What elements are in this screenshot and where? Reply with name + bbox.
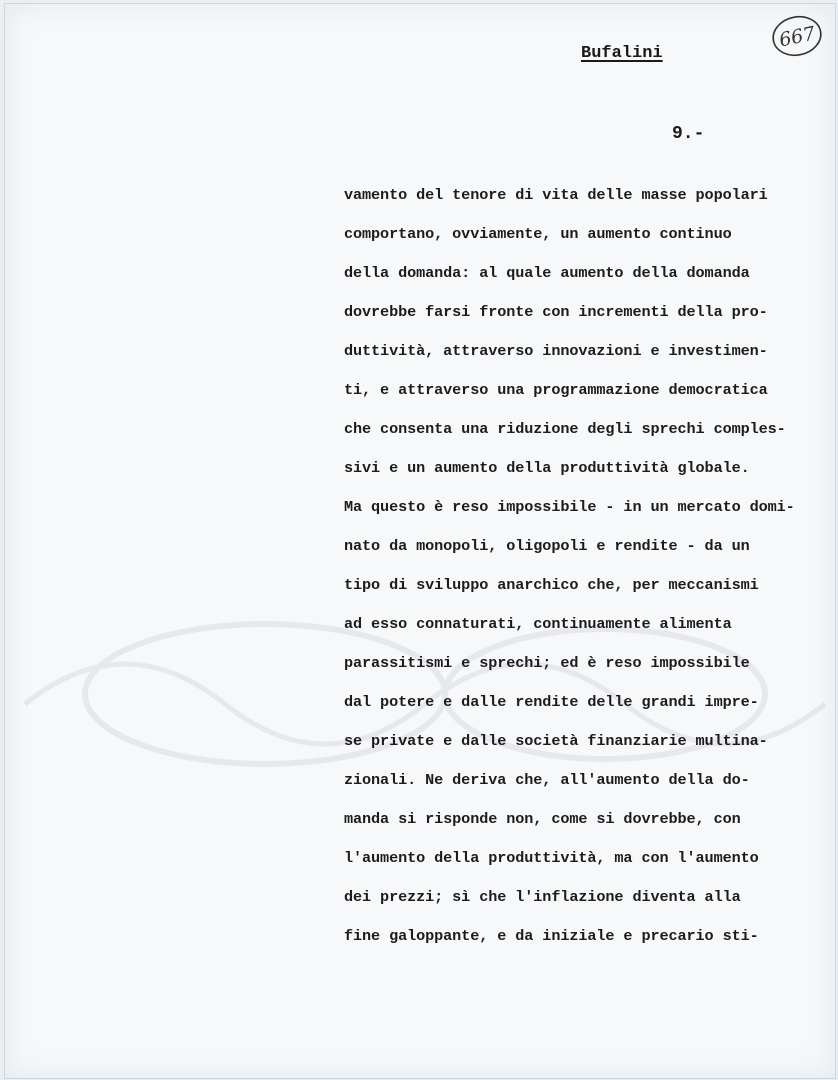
page-stamp-number: 667 (777, 22, 818, 52)
text-line: nato da monopoli, oligopoli e rendite - da un (344, 537, 750, 555)
text-line: l'aumento della produttività, ma con l'aumento (344, 849, 759, 867)
text-line: Ma questo è reso impossibile - in un mercato domi- (344, 498, 795, 516)
text-line: fine galoppante, e da iniziale e precario sti- (344, 927, 759, 945)
text-line: zionali. Ne deriva che, all'aumento della do- (344, 771, 750, 789)
text-line: della domanda: al quale aumento della domanda (344, 264, 750, 282)
page-stamp (769, 12, 825, 60)
text-line: vamento del tenore di vita delle masse popolari (344, 186, 768, 204)
text-line: sivi e un aumento della produttività globale. (344, 459, 750, 477)
text-line: dei prezzi; sì che l'inflazione diventa alla (344, 888, 741, 906)
text-line: duttività, attraverso innovazioni e investimen- (344, 342, 768, 360)
text-line: ad esso connaturati, continuamente alimenta (344, 615, 732, 633)
text-line: dovrebbe farsi fronte con incrementi della pro- (344, 303, 768, 321)
text-line: che consenta una riduzione degli sprechi comples- (344, 420, 786, 438)
page-number: 9.- (672, 124, 705, 144)
text-line: parassitismi e sprechi; ed è reso impossibile (344, 654, 750, 672)
speaker-name: Bufalini (581, 44, 663, 63)
text-line: tipo di sviluppo anarchico che, per meccanismi (344, 576, 759, 594)
text-line: manda si risponde non, come si dovrebbe, con (344, 810, 741, 828)
typed-body-text (344, 176, 834, 956)
text-line: se private e dalle società finanziarie multina- (344, 732, 768, 750)
text-line: dal potere e dalle rendite delle grandi impre- (344, 693, 759, 711)
text-line: comportano, ovviamente, un aumento continuo (344, 225, 732, 243)
text-line: ti, e attraverso una programmazione democratica (344, 381, 768, 399)
document-page (4, 3, 836, 1079)
